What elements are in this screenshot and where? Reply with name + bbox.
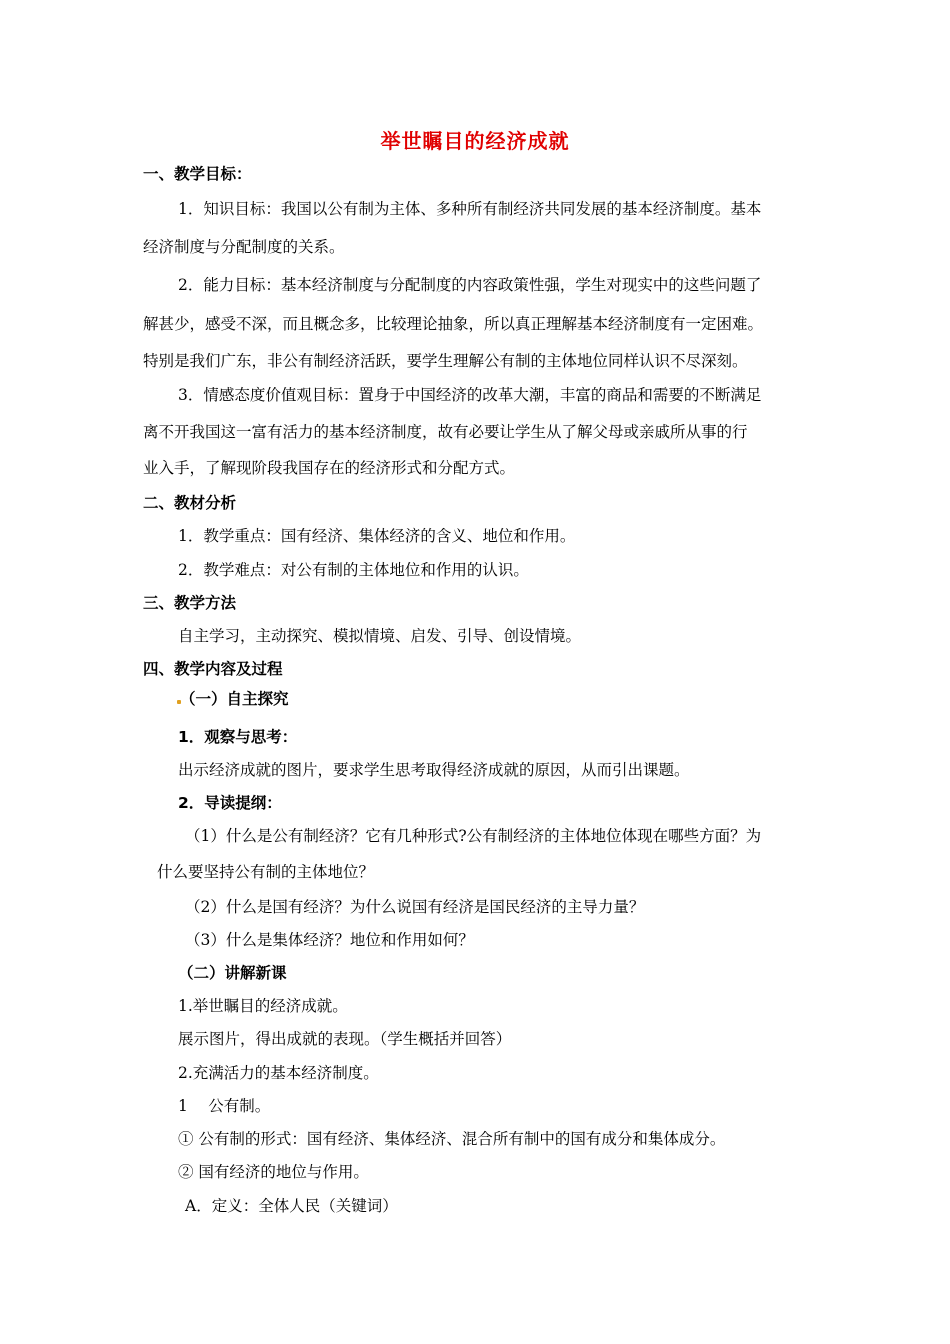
paragraph-line: ① 公有制的形式：国有经济、集体经济、混合所有制中的国有成分和集体成分。	[178, 1130, 726, 1148]
paragraph-line: 经济制度与分配制度的关系。	[143, 238, 345, 256]
section-heading-2: 二、教材分析	[143, 494, 237, 512]
paragraph-line: 解甚少，感受不深，而且概念多，比较理论抽象，所以真正理解基本经济制度有一定困难。	[143, 315, 764, 333]
paragraph-line: 2.充满活力的基本经济制度。	[178, 1064, 379, 1082]
paragraph-line: 3．情感态度价值观目标：置身于中国经济的改革大潮，丰富的商品和需要的不断满足	[178, 386, 762, 404]
subsection-item-heading: 1．观察与思考：	[178, 728, 298, 746]
section-heading-1: 一、教学目标：	[143, 165, 252, 183]
paragraph-line: 出示经济成就的图片，要求学生思考取得经济成就的原因，从而引出课题。	[178, 761, 690, 779]
paragraph-line: 1．教学重点：国有经济、集体经济的含义、地位和作用。	[178, 527, 576, 545]
paragraph-line: （3）什么是集体经济？地位和作用如何？	[185, 931, 474, 949]
subsection-item-heading: 2．导读提纲：	[178, 794, 282, 812]
paragraph-line: 自主学习，主动探究、模拟情境、启发、引导、创设情境。	[178, 627, 582, 645]
paragraph-line: ② 国有经济的地位与作用。	[178, 1163, 369, 1181]
page-title: 举世瞩目的经济成就	[380, 129, 570, 153]
paragraph-line: 特别是我们广东，非公有制经济活跃，要学生理解公有制的主体地位同样认识不尽深刻。	[143, 352, 748, 370]
paragraph-line: （1）什么是公有制经济？它有几种形式?公有制经济的主体地位体现在哪些方面？为	[185, 827, 762, 845]
paragraph-line: 什么要坚持公有制的主体地位？	[157, 863, 375, 881]
paragraph-line: 展示图片，得出成就的表现。（学生概括并回答）	[178, 1030, 512, 1048]
paragraph-line: 离不开我国这一富有活力的基本经济制度，故有必要让学生从了解父母或亲戚所从事的行	[143, 423, 748, 441]
paragraph-line: （2）什么是国有经济？为什么说国有经济是国民经济的主导力量？	[185, 898, 645, 916]
paragraph-line: 2．教学难点：对公有制的主体地位和作用的认识。	[178, 561, 529, 579]
section-heading-4: 四、教学内容及过程	[143, 660, 283, 678]
subsection-heading: （一）自主探究	[180, 690, 289, 708]
paragraph-line: 业入手，了解现阶段我国存在的经济形式和分配方式。	[143, 459, 516, 477]
paragraph-line: A．定义：全体人民（关键词）	[185, 1197, 398, 1215]
subsection-heading: （二）讲解新课	[178, 964, 287, 982]
paragraph-line: 1．知识目标：我国以公有制为主体、多种所有制经济共同发展的基本经济制度。基本	[178, 200, 762, 218]
paragraph-line: 2．能力目标：基本经济制度与分配制度的内容政策性强，学生对现实中的这些问题了	[178, 276, 762, 294]
paragraph-line: 1 公有制。	[178, 1097, 271, 1115]
paragraph-line: 1.举世瞩目的经济成就。	[178, 997, 348, 1015]
section-heading-3: 三、教学方法	[143, 594, 237, 612]
